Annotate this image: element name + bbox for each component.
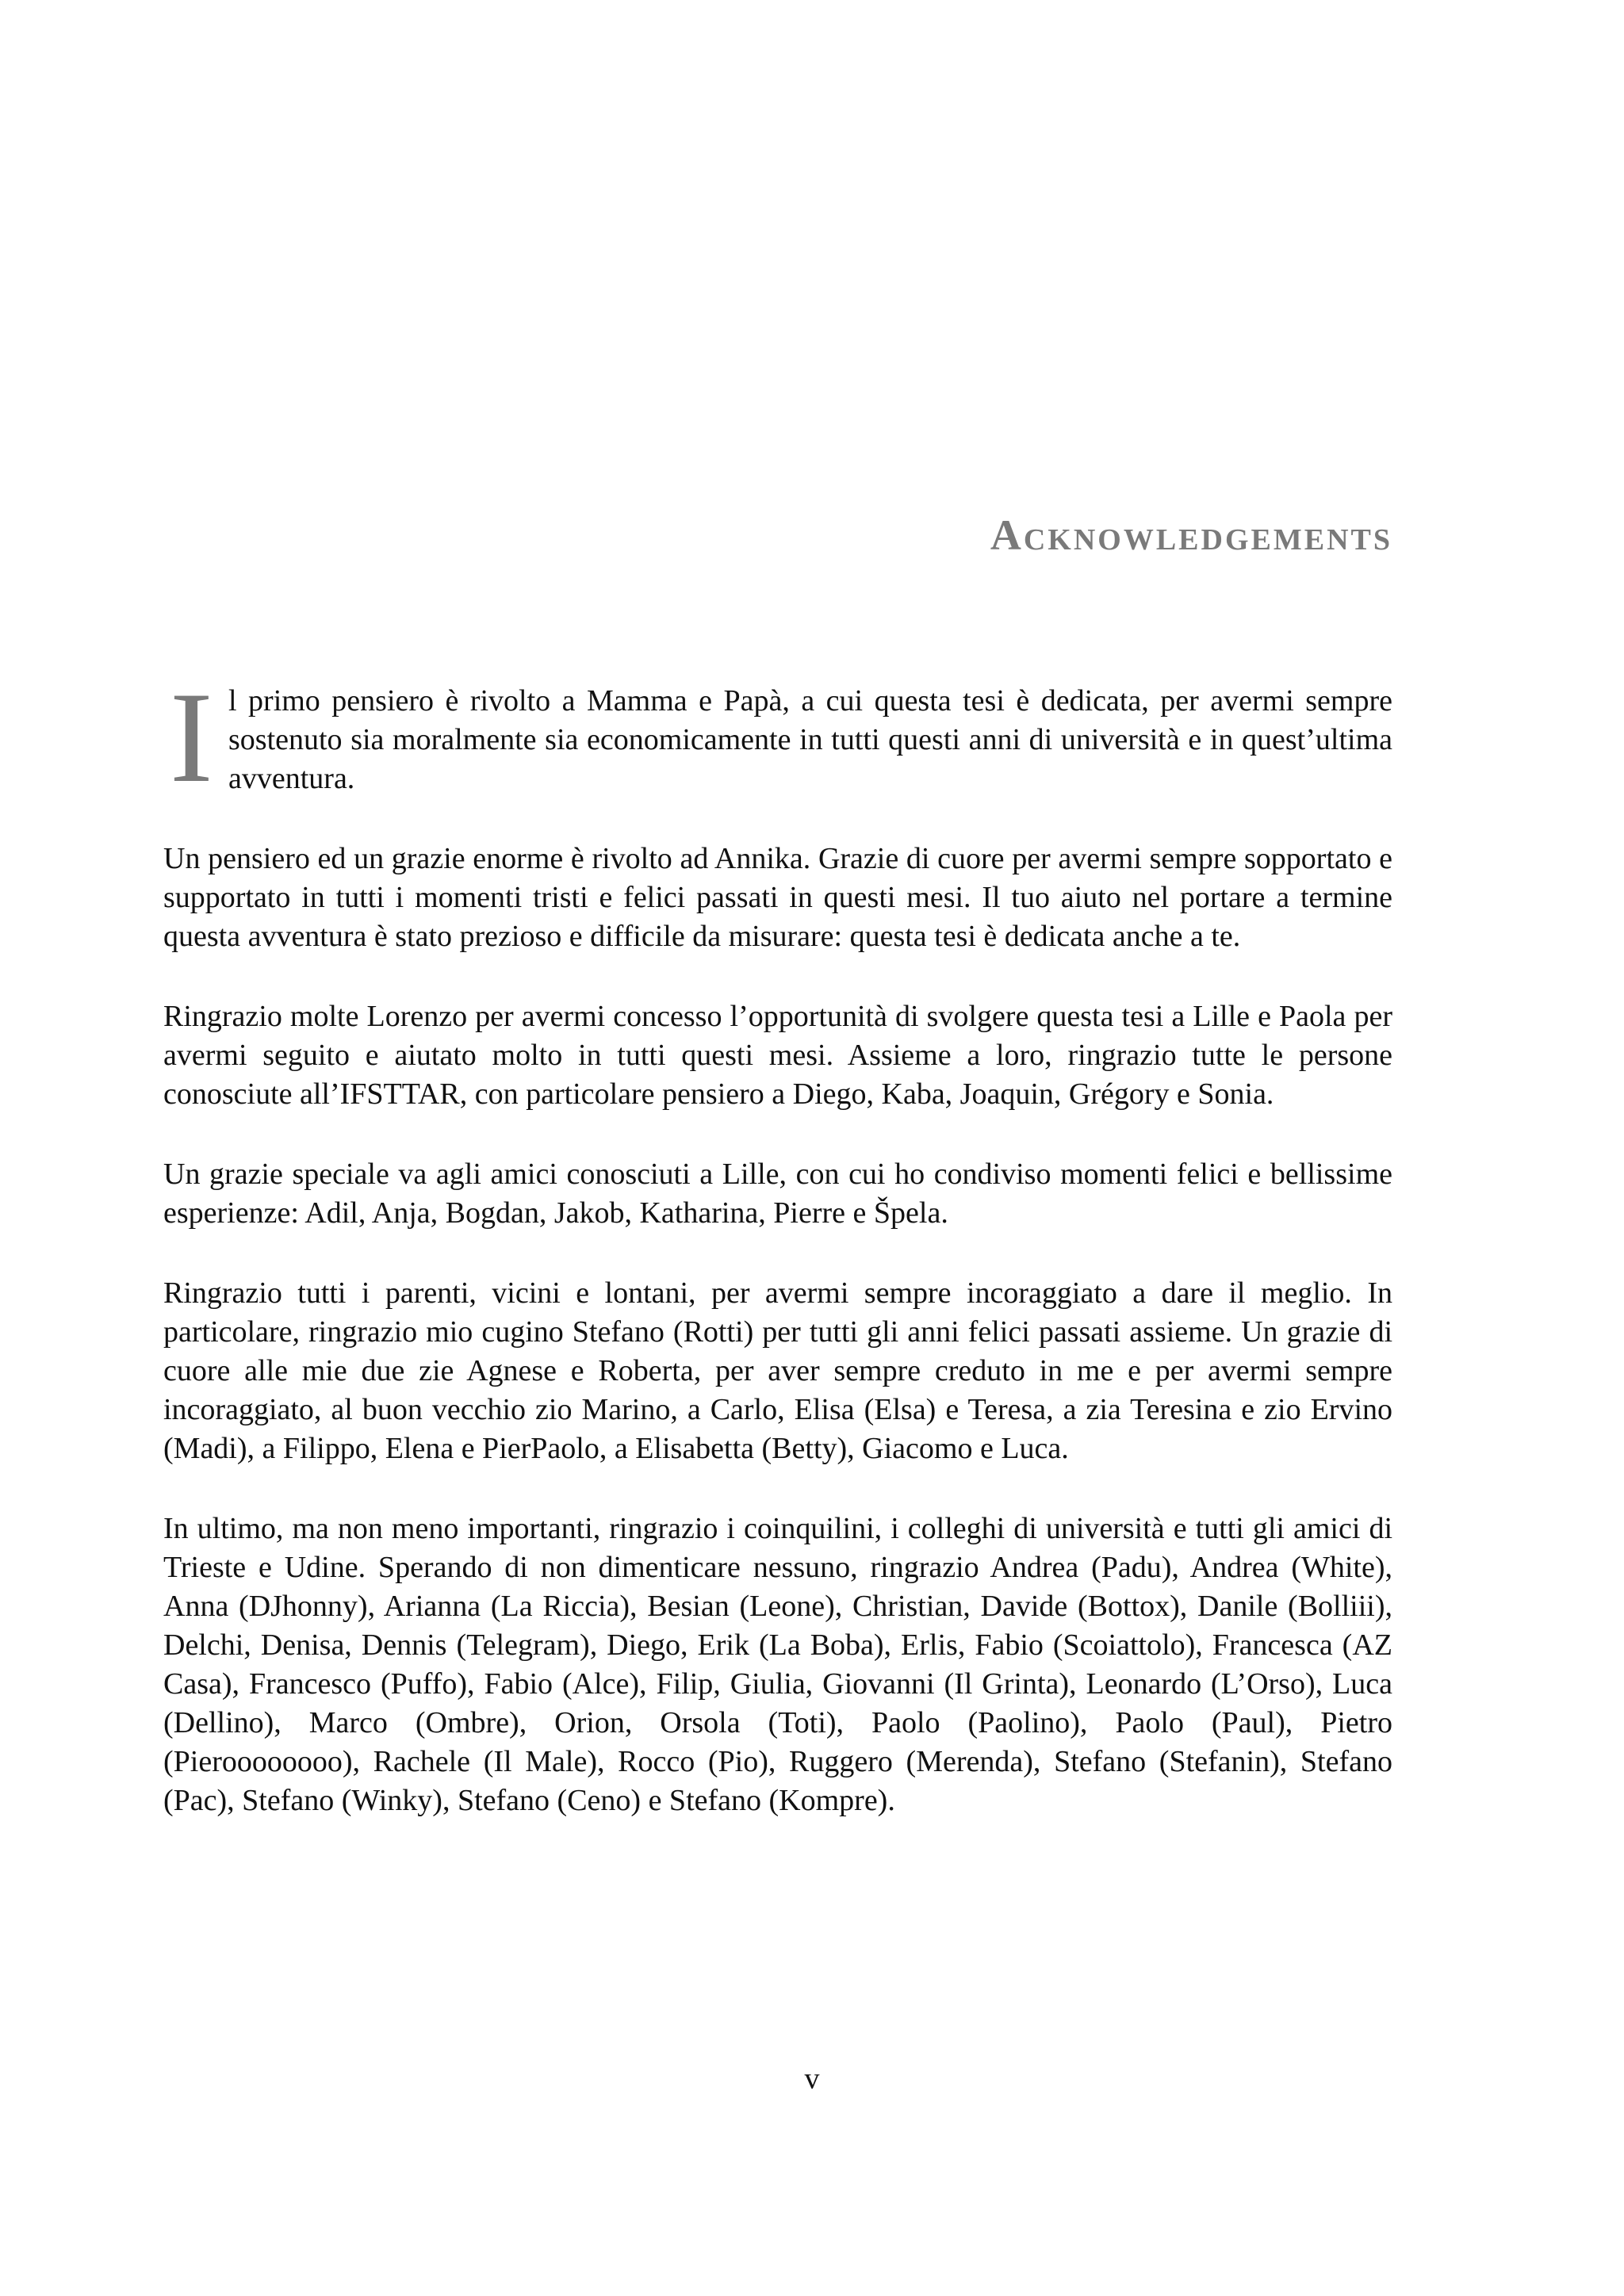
paragraph-3: Ringrazio molte Lorenzo per avermi concesso l’opportunità di svolgere questa tesi a Lille e Paola per avermi seguito e aiutato molto in tutti questi mesi. Assieme a loro, ringrazio tutte le persone conosciute all’IFSTTAR, con particolare pensiero a Diego, Kaba, Joaquin, Grégory e Sonia. <box>163 1000 1392 1111</box>
paragraph-6: In ultimo, ma non meno importanti, ringrazio i coinquilini, i colleghi di università e tutti gli amici di Trieste e Udine. Sperando di non dimenticare nessuno, ringrazio Andrea (Padu), Andrea (White), Anna (DJhonny), Arianna (La Riccia), Besian (Leone), Christian, Davide (Bottox), Danile (Bolliii), Delchi, Denisa, Dennis (Telegram), Diego, Erik (La Boba), Erlis, Fabio (Scoiattolo), Francesca (AZ Casa), Francesco (Puffo), Fabio (Alce), Filip, Giulia, Giovanni (Il Grinta), Leonardo (L’Orso), Luca (Dellino), Marco (Ombre), Orion, Orsola (Toti), Paolo (Paolino), Paolo (Paul), Pietro (Pieroooooooo), Rachele (Il Male), Rocco (Pio), Ruggero (Merenda), Stefano (Stefanin), Stefano (Pac), Stefano (Winky), Stefano (Ceno) e Stefano (Kompre). <box>163 1512 1392 1817</box>
paragraph-2: Un pensiero ed un grazie enorme è rivolto ad Annika. Grazie di cuore per avermi sempre sopportato e supportato in tutti i momenti tristi e felici passati in questi mesi. Il tuo aiuto nel portare a termine questa avventura è stato prezioso e difficile da misurare: questa tesi è dedicata anche a te. <box>163 842 1392 953</box>
paragraph-4: Un grazie speciale va agli amici conosciuti a Lille, con cui ho condiviso momenti felici e bellissime esperienze: Adil, Anja, Bogdan, Jakob, Katharina, Pierre e Špela. <box>163 1158 1392 1230</box>
paragraph-1-text: l primo pensiero è rivolto a Mamma e Papà, a cui questa tesi è dedicata, per avermi sempre sostenuto sia moralmente sia economicamente in tutti questi anni di università e in quest’ultima avventura. <box>228 684 1392 795</box>
chapter-title: Acknowledgements <box>990 511 1392 559</box>
paragraph-5: Ringrazio tutti i parenti, vicini e lontani, per avermi sempre incoraggiato a dare il meglio. In particolare, ringrazio mio cugino Stefano (Rotti) per tutti gli anni felici passati assieme. Un grazie di cuore alle mie due zie Agnese e Roberta, per aver sempre creduto in me e per avermi sempre incoraggiato, al buon vecchio zio Marino, a Carlo, Elisa (Elsa) e Teresa, a zia Teresina e zio Ervino (Madi), a Filippo, Elena e PierPaolo, a Elisabetta (Betty), Giacomo e Luca. <box>163 1276 1392 1465</box>
page-number: v <box>804 2062 820 2095</box>
acknowledgements-body <box>163 666 1392 1862</box>
paragraph-1 <box>163 666 1392 809</box>
drop-cap: I <box>170 666 213 809</box>
